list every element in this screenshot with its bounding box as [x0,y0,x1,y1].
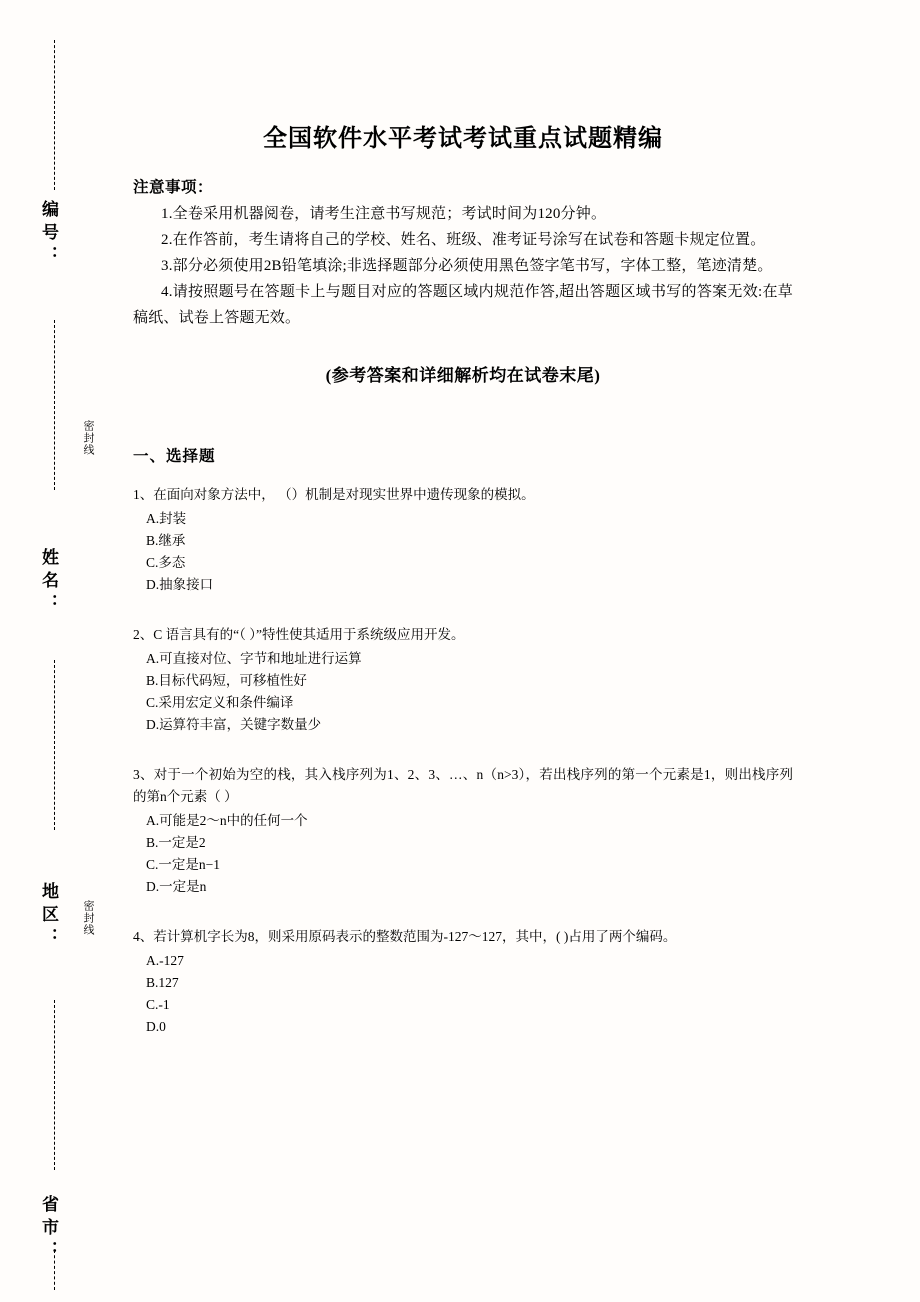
seal-field-编号 [36,200,61,269]
question-option: D.一定是n [146,879,207,894]
question-item [133,926,793,1038]
question-spacer [133,614,793,624]
question-item [133,624,793,736]
question-spacer [133,754,793,764]
question-option: B.目标代码短，可移植性好 [146,673,307,688]
question-item [133,764,793,898]
notice-heading: 注意事项： [133,179,214,196]
question-option: A.可直接对位、字节和地址进行运算 [146,651,362,666]
notice-item: 4.请按照题号在答题卡上与题目对应的答题区域内规范作答,超出答题区域书写的答案无效:在草稿纸、试卷上答题无效。 [133,284,793,326]
seal-field-label: 姓名： [39,548,58,617]
seal-dash-line-2 [54,320,55,490]
seal-dash-line-4 [54,1000,55,1170]
question-stem: 4、若计算机字长为8，则采用原码表示的整数范围为-127～127，其中，( )占用了两个编码。 [133,929,677,944]
seal-dash-line-3 [54,660,55,830]
seal-word-bottom [82,900,94,936]
question-option: B.继承 [146,533,186,548]
question-option: B.127 [146,975,179,990]
document-body [133,0,793,1056]
question-stem: 3、对于一个初始为空的栈，其入栈序列为1、2、3、…、n（n>3），若出栈序列的第一个元素是1，则出栈序列的第n个元素（ ） [133,767,793,804]
seal-field-省市 [36,1195,61,1264]
seal-column [0,0,120,1302]
seal-word-text: 密封线 [82,420,94,456]
question-option: C.-1 [146,997,170,1012]
question-option: B.一定是2 [146,835,206,850]
seal-field-地区 [36,882,61,951]
seal-field-label: 省市： [39,1195,58,1264]
section-title-choice: 一、选择题 [133,448,216,465]
seal-field-姓名 [36,548,61,617]
question-spacer [133,916,793,926]
question-option: C.多态 [146,555,186,570]
question-option: C.一定是n−1 [146,857,220,872]
seal-field-label: 地区： [39,882,58,951]
seal-dash-line-1 [54,40,55,190]
question-option: C.采用宏定义和条件编译 [146,695,294,710]
answers-location-note: (参考答案和详细解析均在试卷末尾) [325,366,601,385]
seal-word-text: 密封线 [82,900,94,936]
seal-word-top [82,420,94,456]
question-option: A.-127 [146,953,184,968]
question-option: D.抽象接口 [146,577,214,592]
notice-item: 2.在作答前，考生请将自己的学校、姓名、班级、准考证号涂写在试卷和答题卡规定位置。 [161,232,766,248]
question-stem: 2、C 语言具有的“（ ）”特性使其适用于系统级应用开发。 [133,627,465,642]
notice-item: 1.全卷采用机器阅卷，请考生注意书写规范；考试时间为120分钟。 [161,206,607,222]
question-option: A.封装 [146,511,187,526]
question-item [133,484,793,596]
seal-field-label: 编号： [39,200,58,269]
question-stem: 1、在面向对象方法中， （）机制是对现实世界中遗传现象的模拟。 [133,487,535,502]
notice-item: 3.部分必须使用2B铅笔填涂;非选择题部分必须使用黑色签字笔书写，字体工整，笔迹清楚。 [161,258,773,274]
question-option: A.可能是2～n中的任何一个 [146,813,308,828]
question-option: D.0 [146,1019,166,1034]
page-title: 全国软件水平考试考试重点试题精编 [263,126,663,152]
question-option: D.运算符丰富，关键字数量少 [146,717,322,732]
